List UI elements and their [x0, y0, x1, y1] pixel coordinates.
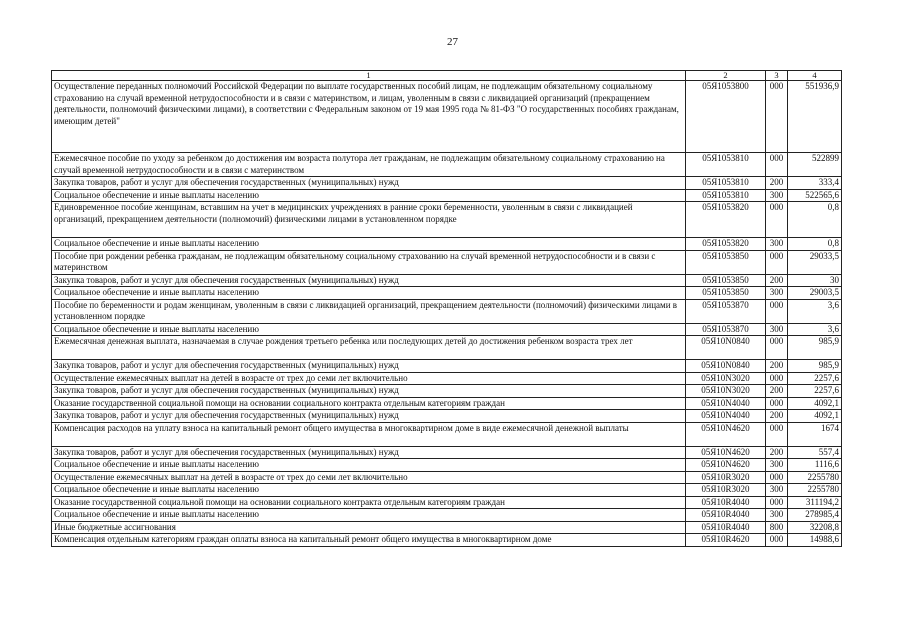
row-code-cell: 05Я1053850 — [686, 250, 766, 274]
row-name-cell: Оказание государственной социальной помощи на основании социального контракта отдельным категориям граждан — [52, 397, 686, 410]
column-header: 2 — [686, 71, 766, 81]
row-name-cell: Социальное обеспечение и иные выплаты населению — [52, 189, 686, 202]
table-row — [52, 422, 842, 446]
row-sum-cell: 2255780 — [788, 484, 842, 497]
row-sum-cell: 2257,6 — [788, 372, 842, 385]
row-code-cell: 05Я1053820 — [686, 202, 766, 238]
table-row — [52, 153, 842, 177]
row-name-cell: Закупка товаров, работ и услуг для обеспечения государственных (муниципальных) нужд — [52, 360, 686, 373]
table-row — [52, 484, 842, 497]
column-header: 3 — [766, 71, 788, 81]
row-sum-cell: 985,9 — [788, 336, 842, 360]
table-row — [52, 81, 842, 153]
row-code-cell: 05Я10R3020 — [686, 471, 766, 484]
row-sum-cell: 0,8 — [788, 238, 842, 251]
row-expense-type-cell: 000 — [766, 250, 788, 274]
table-row — [52, 446, 842, 459]
table-row — [52, 509, 842, 522]
row-code-cell: 05Я10N4040 — [686, 397, 766, 410]
row-name-cell: Компенсация расходов на уплату взноса на капитальный ремонт общего имущества в многоквартирном доме в виде ежемесячной денежной выплаты — [52, 422, 686, 446]
row-sum-cell: 14988,6 — [788, 534, 842, 547]
row-code-cell: 05Я1053810 — [686, 177, 766, 190]
row-expense-type-cell: 300 — [766, 323, 788, 336]
row-expense-type-cell: 300 — [766, 238, 788, 251]
row-code-cell: 05Я10N4620 — [686, 422, 766, 446]
row-name-cell: Иные бюджетные ассигнования — [52, 521, 686, 534]
row-name-cell: Ежемесячная денежная выплата, назначаемая в случае рождения третьего ребенка или последующих детей до достижения ребенком возраста трех лет — [52, 336, 686, 360]
row-sum-cell: 4092,1 — [788, 397, 842, 410]
row-expense-type-cell: 000 — [766, 372, 788, 385]
row-expense-type-cell: 300 — [766, 189, 788, 202]
table-row — [52, 372, 842, 385]
row-sum-cell: 557,4 — [788, 446, 842, 459]
row-expense-type-cell: 000 — [766, 202, 788, 238]
row-code-cell: 05Я10R4040 — [686, 509, 766, 522]
row-expense-type-cell: 000 — [766, 153, 788, 177]
row-sum-cell: 522565,6 — [788, 189, 842, 202]
row-sum-cell: 522899 — [788, 153, 842, 177]
row-code-cell: 05Я1053850 — [686, 287, 766, 300]
row-expense-type-cell: 000 — [766, 496, 788, 509]
row-name-cell: Осуществление переданных полномочий Российской Федерации по выплате государственных пособий лицам, не подлежащим обязательному социальному страхованию на случай временной нетрудоспособности и в связи с материнством, и лицам, уволенным в связи с ликвидацией организаций (прекращением деятельности, полномочий физическими лицами), в соответствии с Федеральным законом от 19 мая 1995 года № 81-ФЗ "О государственных пособиях гражданам, имеющим детей" — [52, 81, 686, 153]
table-row — [52, 336, 842, 360]
row-code-cell: 05Я1053820 — [686, 238, 766, 251]
row-name-cell: Закупка товаров, работ и услуг для обеспечения государственных (муниципальных) нужд — [52, 410, 686, 423]
row-expense-type-cell: 000 — [766, 534, 788, 547]
column-header: 1 — [52, 71, 686, 81]
row-name-cell: Закупка товаров, работ и услуг для обеспечения государственных (муниципальных) нужд — [52, 385, 686, 398]
row-code-cell: 05Я10R3020 — [686, 484, 766, 497]
row-name-cell: Закупка товаров, работ и услуг для обеспечения государственных (муниципальных) нужд — [52, 446, 686, 459]
row-code-cell: 05Я10N4620 — [686, 459, 766, 472]
row-code-cell: 05Я10R4040 — [686, 496, 766, 509]
row-code-cell: 05Я1053870 — [686, 299, 766, 323]
row-name-cell: Осуществление ежемесячных выплат на детей в возрасте от трех до семи лет включительно — [52, 372, 686, 385]
row-sum-cell: 311194,2 — [788, 496, 842, 509]
table-row — [52, 177, 842, 190]
row-name-cell: Закупка товаров, работ и услуг для обеспечения государственных (муниципальных) нужд — [52, 177, 686, 190]
table-row — [52, 410, 842, 423]
row-sum-cell: 29003,5 — [788, 287, 842, 300]
row-sum-cell: 32208,8 — [788, 521, 842, 534]
row-code-cell: 05Я10N4620 — [686, 446, 766, 459]
row-sum-cell: 278985,4 — [788, 509, 842, 522]
row-code-cell: 05Я1053850 — [686, 274, 766, 287]
row-sum-cell: 3,6 — [788, 323, 842, 336]
row-code-cell: 05Я10R4620 — [686, 534, 766, 547]
table-row — [52, 360, 842, 373]
row-sum-cell: 0,8 — [788, 202, 842, 238]
row-expense-type-cell: 000 — [766, 422, 788, 446]
row-expense-type-cell: 300 — [766, 287, 788, 300]
row-expense-type-cell: 200 — [766, 360, 788, 373]
row-code-cell: 05Я10N4040 — [686, 410, 766, 423]
table-row — [52, 299, 842, 323]
row-code-cell: 05Я1053800 — [686, 81, 766, 153]
row-name-cell: Закупка товаров, работ и услуг для обеспечения государственных (муниципальных) нужд — [52, 274, 686, 287]
row-name-cell: Осуществление ежемесячных выплат на детей в возрасте от трех до семи лет включительно — [52, 471, 686, 484]
row-expense-type-cell: 300 — [766, 484, 788, 497]
table-row — [52, 189, 842, 202]
row-code-cell: 05Я10N3020 — [686, 385, 766, 398]
row-sum-cell: 4092,1 — [788, 410, 842, 423]
row-name-cell: Компенсация отдельным категориям граждан оплаты взноса на капитальный ремонт общего имущества в многоквартирном доме — [52, 534, 686, 547]
row-expense-type-cell: 200 — [766, 274, 788, 287]
row-expense-type-cell: 000 — [766, 471, 788, 484]
row-sum-cell: 2257,6 — [788, 385, 842, 398]
row-expense-type-cell: 200 — [766, 385, 788, 398]
row-name-cell: Единовременное пособие женщинам, вставшим на учет в медицинских учреждениях в ранние сроки беременности, уволенным в связи с ликвидацией организаций, прекращением деятельности (полномочий) физическими лицами в установленном порядке — [52, 202, 686, 238]
row-sum-cell: 30 — [788, 274, 842, 287]
table-row — [52, 323, 842, 336]
row-sum-cell: 551936,9 — [788, 81, 842, 153]
row-sum-cell: 2255780 — [788, 471, 842, 484]
row-sum-cell: 29033,5 — [788, 250, 842, 274]
row-name-cell: Социальное обеспечение и иные выплаты населению — [52, 287, 686, 300]
row-name-cell: Пособие по беременности и родам женщинам, уволенным в связи с ликвидацией организаций, прекращением деятельности (полномочий) физическими лицами в установленном порядке — [52, 299, 686, 323]
row-expense-type-cell: 800 — [766, 521, 788, 534]
row-name-cell: Социальное обеспечение и иные выплаты населению — [52, 323, 686, 336]
table-row — [52, 385, 842, 398]
row-name-cell: Ежемесячное пособие по уходу за ребенком до достижения им возраста полутора лет гражданам, не подлежащим обязательному социальному страхованию на случай временной нетрудоспособности и в связи с материнством — [52, 153, 686, 177]
row-name-cell: Социальное обеспечение и иные выплаты населению — [52, 484, 686, 497]
row-name-cell: Пособие при рождении ребенка гражданам, не подлежащим обязательному социальному страхованию на случай временной нетрудоспособности и в связи с материнством — [52, 250, 686, 274]
table-row — [52, 287, 842, 300]
table-row — [52, 534, 842, 547]
page-number: 27 — [447, 36, 458, 48]
row-sum-cell: 333,4 — [788, 177, 842, 190]
table-row — [52, 496, 842, 509]
table-row — [52, 238, 842, 251]
table-row — [52, 459, 842, 472]
table-row — [52, 397, 842, 410]
budget-table — [51, 70, 842, 547]
row-name-cell: Социальное обеспечение и иные выплаты населению — [52, 238, 686, 251]
row-expense-type-cell: 000 — [766, 81, 788, 153]
row-expense-type-cell: 200 — [766, 446, 788, 459]
row-name-cell: Социальное обеспечение и иные выплаты населению — [52, 459, 686, 472]
row-sum-cell: 1116,6 — [788, 459, 842, 472]
row-expense-type-cell: 300 — [766, 509, 788, 522]
row-code-cell: 05Я10N3020 — [686, 372, 766, 385]
row-sum-cell: 1674 — [788, 422, 842, 446]
row-expense-type-cell: 000 — [766, 397, 788, 410]
row-code-cell: 05Я1053870 — [686, 323, 766, 336]
row-sum-cell: 985,9 — [788, 360, 842, 373]
row-code-cell: 05Я10R4040 — [686, 521, 766, 534]
row-expense-type-cell: 200 — [766, 177, 788, 190]
table-row — [52, 202, 842, 238]
row-name-cell: Социальное обеспечение и иные выплаты населению — [52, 509, 686, 522]
row-sum-cell: 3,6 — [788, 299, 842, 323]
row-expense-type-cell: 000 — [766, 299, 788, 323]
row-expense-type-cell: 300 — [766, 459, 788, 472]
row-expense-type-cell: 200 — [766, 410, 788, 423]
row-code-cell: 05Я10N0840 — [686, 336, 766, 360]
table-row — [52, 274, 842, 287]
row-code-cell: 05Я1053810 — [686, 189, 766, 202]
row-expense-type-cell: 000 — [766, 336, 788, 360]
table-row — [52, 471, 842, 484]
row-code-cell: 05Я10N0840 — [686, 360, 766, 373]
row-name-cell: Оказание государственной социальной помощи на основании социального контракта отдельным категориям граждан — [52, 496, 686, 509]
row-code-cell: 05Я1053810 — [686, 153, 766, 177]
table-header-row — [52, 71, 842, 81]
table-row — [52, 521, 842, 534]
table-row — [52, 250, 842, 274]
column-header: 4 — [788, 71, 842, 81]
